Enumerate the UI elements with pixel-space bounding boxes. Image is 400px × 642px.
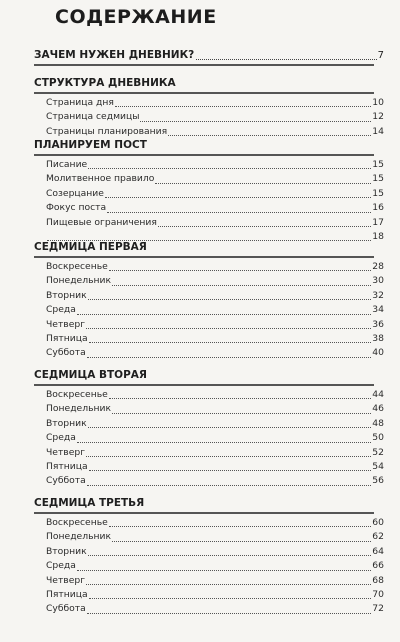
- toc-entry[interactable]: [34, 332, 384, 346]
- dot-leader: [115, 106, 371, 107]
- toc-entry[interactable]: [34, 318, 384, 332]
- dot-leader: [87, 613, 372, 614]
- section-rule: [34, 92, 374, 94]
- page-title: СОДЕРЖАНИЕ: [55, 6, 217, 28]
- entry-page-number: 44: [372, 388, 384, 400]
- dot-leader: [107, 212, 371, 213]
- toc-entry[interactable]: [34, 216, 384, 230]
- entry-label: Четверг: [46, 574, 86, 586]
- entry-page-number: 17: [372, 216, 384, 228]
- entry-page-number: 48: [372, 417, 384, 429]
- toc-entry[interactable]: [34, 110, 384, 124]
- dot-leader: [112, 541, 371, 542]
- section-items: [34, 260, 384, 361]
- dot-leader: [105, 197, 371, 198]
- entry-page-number: 54: [372, 460, 384, 472]
- entry-page-number: 56: [372, 475, 384, 487]
- toc-entry[interactable]: [34, 346, 384, 360]
- entry-page-number: 18: [372, 230, 384, 242]
- toc-section: [34, 76, 384, 139]
- entry-page-number: 60: [372, 516, 384, 528]
- entry-page-number: 15: [372, 187, 384, 199]
- toc-entry[interactable]: [34, 187, 384, 201]
- entry-page-number: 15: [372, 158, 384, 170]
- entry-label: Воскресенье: [46, 388, 108, 400]
- entry-page-number: 12: [372, 111, 384, 123]
- entry-page-number: 50: [372, 432, 384, 444]
- toc-entry[interactable]: [34, 172, 384, 186]
- entry-label: Пятница: [46, 588, 88, 600]
- dot-leader: [77, 570, 371, 571]
- section-heading[interactable]: [34, 240, 384, 255]
- entry-page-number: 70: [372, 588, 384, 600]
- entry-page-number: 15: [372, 173, 384, 185]
- entry-page-number: 30: [372, 275, 384, 287]
- toc-entry[interactable]: [34, 417, 384, 431]
- toc-entry[interactable]: [34, 388, 384, 402]
- entry-label: Созерцание: [46, 187, 104, 199]
- entry-page-number: 34: [372, 304, 384, 316]
- section-heading[interactable]: [34, 138, 384, 153]
- dot-leader: [89, 598, 372, 599]
- dot-leader: [88, 168, 371, 169]
- dot-leader: [87, 485, 372, 486]
- entry-label: Пищевые ограничения: [46, 216, 157, 228]
- section-heading[interactable]: [34, 76, 384, 91]
- dot-leader: [158, 226, 371, 227]
- toc-entry[interactable]: [34, 274, 384, 288]
- entry-label: Среда: [46, 432, 76, 444]
- dot-leader: [112, 413, 371, 414]
- dot-leader: [168, 135, 371, 136]
- section-heading-label: ПЛАНИРУЕМ ПОСТ: [34, 139, 147, 151]
- dot-leader: [155, 183, 371, 184]
- entry-label: Страница дня: [46, 96, 114, 108]
- section-heading-label: СЕДМИЦА ВТОРАЯ: [34, 369, 147, 381]
- entry-page-number: 66: [372, 560, 384, 572]
- entry-page-number: 16: [372, 202, 384, 214]
- entry-label: Среда: [46, 560, 76, 572]
- entry-page-number: 52: [372, 446, 384, 458]
- entry-page-number: 14: [372, 125, 384, 137]
- entry-label: Вторник: [46, 545, 87, 557]
- entry-page-number: 36: [372, 318, 384, 330]
- entry-label: Суббота: [46, 347, 86, 359]
- entry-page-number: 62: [372, 531, 384, 543]
- entry-label: Воскресенье: [46, 516, 108, 528]
- section-items: [34, 516, 384, 617]
- toc-entry[interactable]: [34, 158, 384, 172]
- entry-label: Суббота: [46, 475, 86, 487]
- dot-leader: [196, 59, 376, 60]
- entry-page-number: 68: [372, 574, 384, 586]
- toc-section: [34, 48, 384, 66]
- section-items: [34, 96, 384, 139]
- dot-leader: [87, 357, 372, 358]
- entry-label: Понедельник: [46, 403, 112, 415]
- entry-page-number: 10: [372, 96, 384, 108]
- dot-leader: [88, 427, 372, 428]
- section-heading-label: ЗАЧЕМ НУЖЕН ДНЕВНИК?: [34, 49, 195, 61]
- toc-entry[interactable]: [34, 201, 384, 215]
- toc-section: [34, 138, 384, 244]
- entry-page-number: 46: [372, 403, 384, 415]
- toc-entry[interactable]: [34, 96, 384, 110]
- dot-leader: [109, 270, 372, 271]
- toc-entry[interactable]: [34, 602, 384, 616]
- toc-entry[interactable]: [34, 125, 384, 139]
- section-heading-label: СЕДМИЦА ПЕРВАЯ: [34, 241, 147, 253]
- dot-leader: [89, 342, 372, 343]
- section-rule: [34, 64, 374, 66]
- entry-label: Молитвенное правило: [46, 173, 155, 185]
- toc-entry[interactable]: [34, 559, 384, 573]
- toc-entry[interactable]: [34, 260, 384, 274]
- dot-leader: [77, 314, 371, 315]
- dot-leader: [86, 584, 371, 585]
- toc-section: [34, 496, 384, 617]
- entry-label: Воскресенье: [46, 260, 108, 272]
- entry-label: Страница седмицы: [46, 111, 140, 123]
- section-heading-label: СЕДМИЦА ТРЕТЬЯ: [34, 497, 145, 509]
- toc-entry[interactable]: [34, 303, 384, 317]
- entry-label: Страницы планирования: [46, 125, 168, 137]
- entry-label: Понедельник: [46, 275, 112, 287]
- dot-leader: [77, 442, 371, 443]
- entry-label: Писание: [46, 158, 88, 170]
- entry-label: Четверг: [46, 446, 86, 458]
- section-items: [34, 158, 384, 244]
- section-heading-label: СТРУКТУРА ДНЕВНИКА: [34, 77, 176, 89]
- toc-entry[interactable]: [34, 446, 384, 460]
- toc-entry[interactable]: [34, 289, 384, 303]
- dot-leader: [112, 285, 371, 286]
- entry-page-number: 40: [372, 347, 384, 359]
- dot-leader: [88, 555, 372, 556]
- dot-leader: [86, 328, 371, 329]
- section-rule: [34, 154, 374, 156]
- section-page-number: 7: [377, 50, 384, 61]
- dot-leader: [86, 456, 371, 457]
- entry-label: Вторник: [46, 289, 87, 301]
- section-items: [34, 388, 384, 489]
- entry-label: Суббота: [46, 603, 86, 615]
- toc-section: [34, 368, 384, 489]
- toc-entry[interactable]: [34, 516, 384, 530]
- dot-leader: [140, 121, 371, 122]
- entry-label: Четверг: [46, 318, 86, 330]
- section-heading[interactable]: [34, 48, 384, 63]
- section-rule: [34, 384, 374, 386]
- entry-label: Фокус поста: [46, 202, 107, 214]
- toc-entry[interactable]: [34, 474, 384, 488]
- toc-entry[interactable]: [34, 545, 384, 559]
- entry-label: Пятница: [46, 332, 88, 344]
- entry-page-number: 32: [372, 289, 384, 301]
- entry-label: Вторник: [46, 417, 87, 429]
- entry-label: Среда: [46, 304, 76, 316]
- toc-entry[interactable]: [34, 460, 384, 474]
- dot-leader: [109, 398, 372, 399]
- entry-label: Понедельник: [46, 531, 112, 543]
- entry-page-number: 72: [372, 603, 384, 615]
- toc-entry[interactable]: [34, 431, 384, 445]
- section-heading[interactable]: [34, 368, 384, 383]
- section-heading[interactable]: [34, 496, 384, 511]
- toc-entry[interactable]: [34, 530, 384, 544]
- entry-label: Пятница: [46, 460, 88, 472]
- section-rule: [34, 512, 374, 514]
- toc-section: [34, 240, 384, 361]
- section-rule: [34, 256, 374, 258]
- toc-entry[interactable]: [34, 588, 384, 602]
- dot-leader: [89, 470, 372, 471]
- toc-entry[interactable]: [34, 574, 384, 588]
- toc-entry[interactable]: [34, 402, 384, 416]
- entry-page-number: 38: [372, 332, 384, 344]
- dot-leader: [88, 299, 372, 300]
- dot-leader: [109, 526, 372, 527]
- entry-page-number: 28: [372, 260, 384, 272]
- entry-page-number: 64: [372, 545, 384, 557]
